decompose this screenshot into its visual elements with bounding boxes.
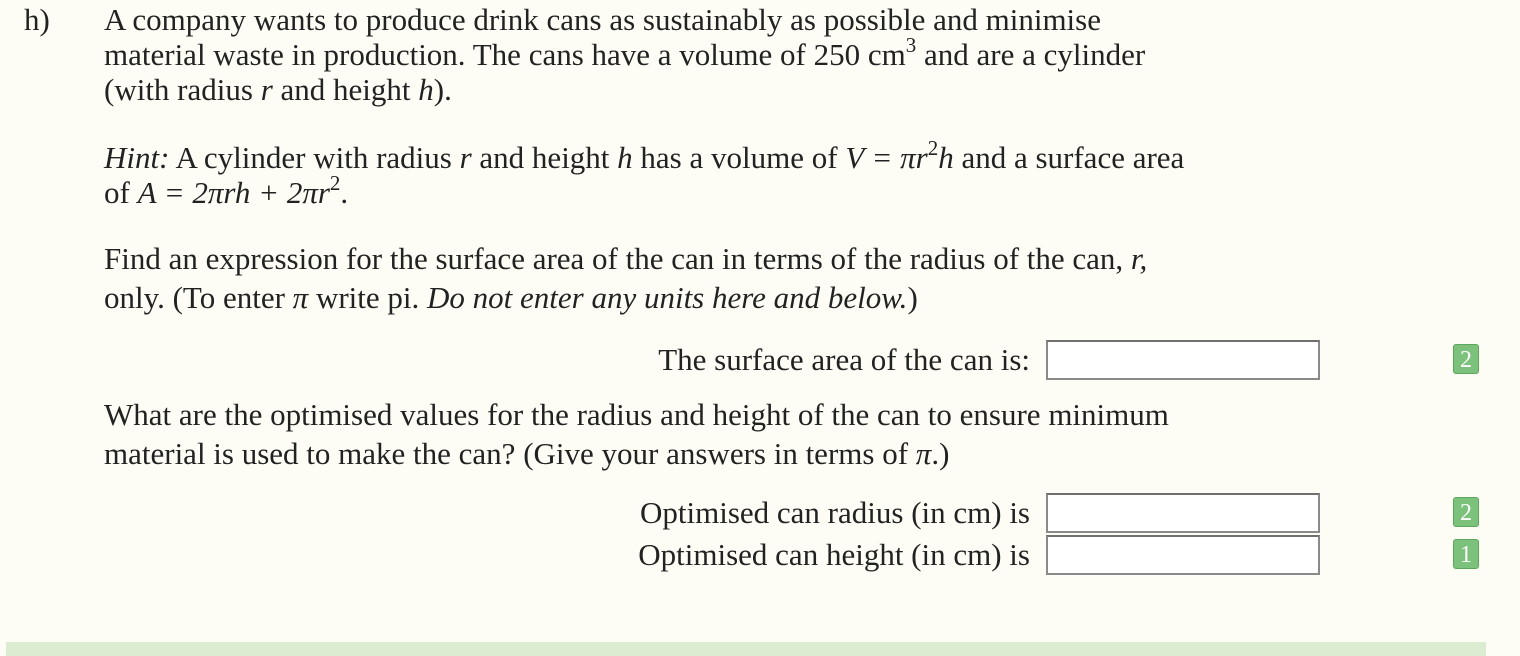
hint-label: Hint: <box>104 140 170 175</box>
area-formula: A = 2πrh + 2πr <box>137 175 330 210</box>
task1-text-2: only. (To enter <box>104 280 293 315</box>
task2-text-1: What are the optimised values for the radius and height of the can to ensure minimum material is used to make the can? (Give your answers in terms of <box>104 397 1169 471</box>
task1-radius-variable: r, <box>1130 241 1148 276</box>
radius-input[interactable] <box>1046 493 1320 533</box>
answer-row-height <box>0 535 1520 575</box>
volume-value: 250 cm <box>813 37 906 72</box>
task2-text-2: .) <box>931 436 950 471</box>
surface-area-input[interactable] <box>1046 340 1320 380</box>
task2-pi-symbol: π <box>915 436 932 471</box>
hint-text-3: has a volume of <box>632 140 846 175</box>
intro-text-1: A company wants to produce drink cans as sustainably as possible and minimise material waste in production. The cans have a volume of <box>104 2 1101 72</box>
surface-area-label: The surface area of the can is: <box>658 342 1030 377</box>
footer-bar <box>6 642 1486 656</box>
hint-text-5: . <box>340 175 349 210</box>
task-1-paragraph <box>104 239 1204 317</box>
hint-paragraph <box>104 136 1204 210</box>
volume-formula: V = πr <box>845 140 928 175</box>
task-2-paragraph <box>104 395 1204 473</box>
hint-text-4: and a surface area of <box>104 140 1185 210</box>
volume-formula-tail: h <box>938 140 954 175</box>
intro-text-2: and are a cylinder (with radius <box>104 37 1146 107</box>
hint-text-1: A cylinder with radius <box>169 140 460 175</box>
height-input[interactable] <box>1046 535 1320 575</box>
part-label: h) <box>24 2 50 37</box>
marks-badge: 2 <box>1453 344 1479 374</box>
task1-text-4: ) <box>907 280 918 315</box>
marks-badge: 2 <box>1453 497 1479 527</box>
task1-pi-symbol: π <box>292 280 309 315</box>
answer-row-surface-area <box>0 340 1520 380</box>
area-formula-exponent: 2 <box>329 171 341 195</box>
task1-text-1: Find an expression for the surface area of the can in terms of the radius of the can, <box>104 241 1131 276</box>
volume-formula-exponent: 2 <box>927 136 939 160</box>
answer-row-radius <box>0 493 1520 533</box>
hint-radius-variable: r <box>459 140 472 175</box>
task1-text-3: write pi. <box>308 280 427 315</box>
marks-badge: 1 <box>1453 539 1479 569</box>
question-intro <box>104 2 1204 107</box>
height-variable: h <box>418 72 434 107</box>
intro-text-4: ). <box>433 72 452 107</box>
height-label: Optimised can height (in cm) is <box>638 537 1030 572</box>
hint-height-variable: h <box>617 140 633 175</box>
hint-text-2: and height <box>471 140 618 175</box>
intro-text-3: and height <box>272 72 419 107</box>
radius-label: Optimised can radius (in cm) is <box>640 495 1030 530</box>
units-instruction: Do not enter any units here and below. <box>427 280 908 315</box>
radius-variable: r <box>260 72 273 107</box>
volume-exponent: 3 <box>905 33 917 57</box>
